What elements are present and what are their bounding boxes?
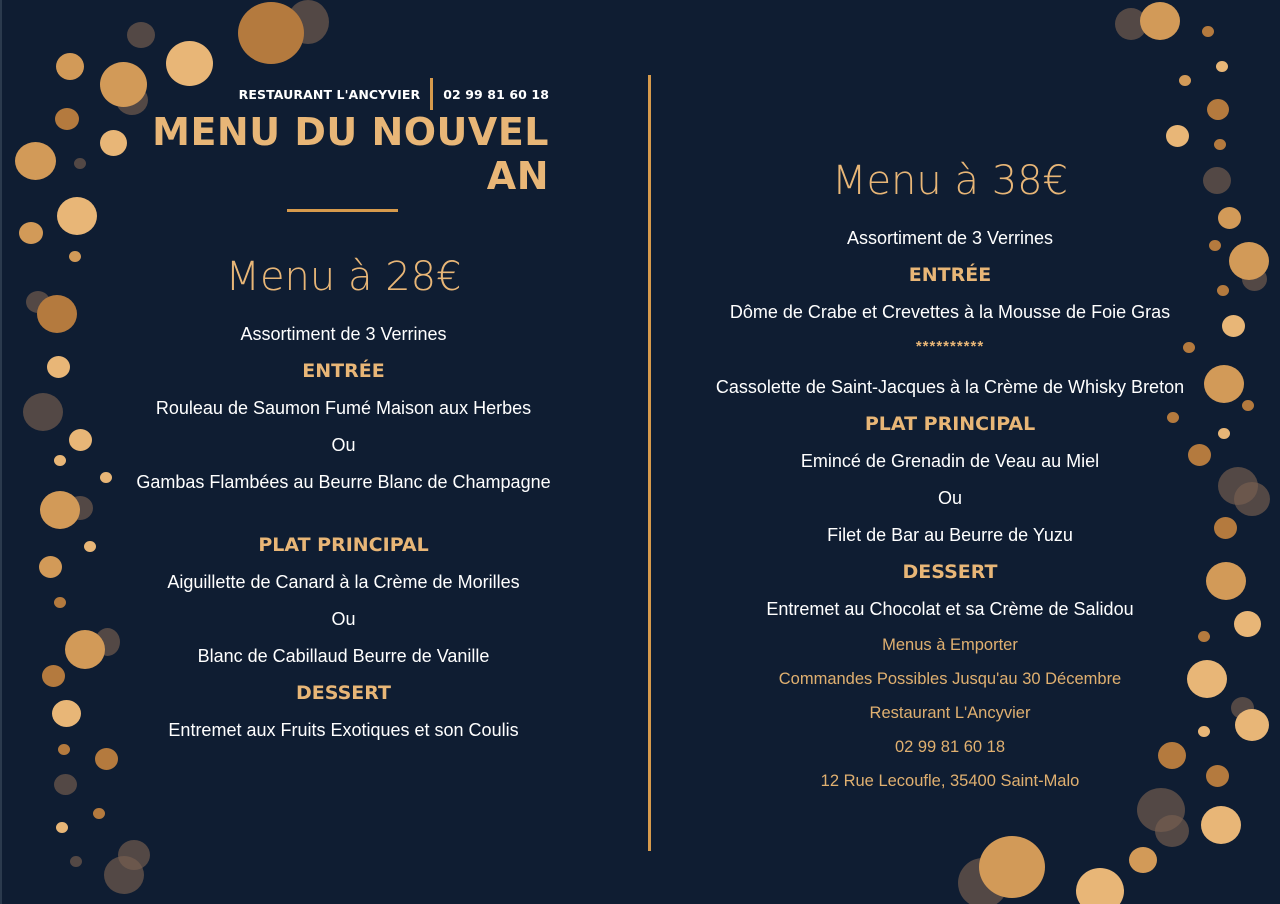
menu-28-dessert-heading: DESSERT [296, 682, 391, 704]
bubble-icon [118, 840, 150, 870]
bubble-icon [1218, 207, 1241, 229]
bubble-icon [1201, 806, 1241, 844]
bubble-icon [65, 630, 105, 669]
bubble-icon [287, 0, 329, 44]
bubble-icon [1214, 139, 1226, 150]
bubble-icon [93, 808, 105, 819]
menu-28-plat-or: Ou [331, 609, 356, 629]
bubble-icon [57, 197, 97, 235]
menu-28-entree-heading: ENTRÉE [302, 360, 385, 382]
bubble-icon [1235, 709, 1269, 741]
title-underline [287, 209, 398, 212]
bubble-icon [56, 53, 84, 80]
spacer [102, 507, 585, 533]
takeaway-note: Menus à Emporter [882, 636, 1018, 654]
bubble-icon [37, 295, 77, 333]
bubble-icon [54, 774, 77, 795]
bubble-icon [40, 491, 80, 529]
menu-38-entree-heading: ENTRÉE [908, 264, 992, 286]
footer-address: 12 Rue Lecoufle, 35400 Saint-Malo [820, 772, 1080, 790]
bubble-icon [1076, 868, 1124, 904]
bubble-icon [1229, 242, 1269, 280]
menu-28-price-title: Menu à 28€ [225, 254, 462, 300]
menu-38-verrines: Assortiment de 3 Verrines [846, 228, 1054, 248]
bubble-icon [69, 429, 92, 451]
menu-38-entree-course-1: Dôme de Crabe et Crevettes à la Mousse de Foie Gras [729, 302, 1171, 322]
bubble-icon [84, 541, 96, 552]
bubble-icon [1115, 8, 1147, 40]
bubble-icon [1242, 400, 1254, 411]
bubble-icon [1222, 315, 1245, 337]
menu-28-plat-option-1: Aiguillette de Canard à la Crème de Morilles [167, 572, 520, 592]
bubble-icon [1242, 267, 1267, 291]
bubble-icon [52, 700, 81, 727]
menu-28-column [102, 250, 585, 755]
bubble-icon [19, 222, 43, 244]
bubble-icon [26, 291, 50, 313]
menu-38-plat-heading: PLAT PRINCIPAL [864, 413, 1036, 435]
menu-28-plat-heading: PLAT PRINCIPAL [258, 534, 429, 556]
menu-38-entree-course-2: Cassolette de Saint-Jacques à la Crème de Whisky Breton [715, 377, 1185, 397]
bubble-icon [23, 393, 63, 431]
bubble-icon [1166, 125, 1189, 147]
bubble-icon [1218, 467, 1258, 505]
bubble-icon [69, 251, 81, 262]
bubble-icon [67, 496, 93, 520]
menu-38-plat-option-2: Filet de Bar au Beurre de Yuzu [827, 525, 1073, 545]
bubble-icon [1216, 61, 1228, 72]
menu-28-entree-or: Ou [331, 435, 356, 455]
bubble-icon [1129, 847, 1157, 873]
bubble-icon [1214, 517, 1237, 539]
bubble-icon [958, 858, 1008, 904]
menu-38-dessert: Entremet au Chocolat et sa Crème de Salidou [766, 599, 1134, 619]
bubble-icon [1202, 26, 1214, 37]
bubble-icon [1155, 815, 1189, 847]
menu-28-entree-option-2: Gambas Flambées au Beurre Blanc de Champagne [136, 472, 551, 492]
bubble-icon [979, 836, 1045, 898]
menu-38-column [700, 154, 1200, 804]
bubble-icon [100, 62, 147, 107]
footer-restaurant-name: Restaurant L'Ancyvier [869, 704, 1031, 722]
bubble-icon [58, 744, 70, 755]
bubble-icon [104, 856, 144, 894]
bubble-icon [1206, 765, 1229, 787]
bubble-icon [1231, 697, 1254, 719]
bubble-icon [15, 142, 56, 180]
bubble-icon [127, 22, 155, 48]
bubble-icon [1179, 75, 1191, 86]
bubble-icon [1234, 611, 1261, 637]
column-divider [648, 75, 651, 851]
bubble-icon [1203, 167, 1231, 194]
bubble-icon [1234, 482, 1270, 516]
bubble-icon [1217, 285, 1229, 296]
bubble-icon [1209, 240, 1221, 251]
menu-38-dessert-heading: DESSERT [902, 561, 998, 583]
menu-38-plat-or: Ou [937, 488, 962, 508]
restaurant-header [202, 78, 549, 110]
bubble-icon [39, 556, 62, 578]
bubble-icon [74, 158, 86, 169]
bubble-icon [54, 597, 66, 608]
bubble-icon [1218, 428, 1230, 439]
bubble-icon [42, 665, 65, 687]
bubble-icon [55, 108, 79, 130]
bubble-icon [56, 822, 68, 833]
menu-28-dessert: Entremet aux Fruits Exotiques et son Coulis [168, 720, 519, 740]
menu-28-verrines: Assortiment de 3 Verrines [240, 324, 447, 344]
page-title: MENU DU NOUVEL AN [152, 110, 549, 198]
restaurant-name: RESTAURANT L'ANCYVIER [238, 86, 421, 102]
menu-28-entree-option-1: Rouleau de Saumon Fumé Maison aux Herbes [155, 398, 532, 418]
footer-phone: 02 99 81 60 18 [894, 738, 1006, 756]
bubble-icon [47, 356, 70, 378]
bubble-icon [1207, 99, 1229, 120]
menu-38-plat-option-1: Emincé de Grenadin de Veau au Miel [800, 451, 1100, 471]
menu-38-separator: ********** [915, 338, 985, 355]
menu-38-price-title: Menu à 38€ [831, 158, 1069, 204]
restaurant-phone: 02 99 81 60 18 [443, 86, 549, 102]
bubble-icon [238, 2, 304, 64]
header-separator [430, 78, 433, 110]
bubble-icon [1206, 562, 1246, 600]
menu-28-plat-option-2: Blanc de Cabillaud Beurre de Vanille [197, 646, 490, 666]
order-deadline: Commandes Possibles Jusqu'au 30 Décembre [778, 670, 1122, 688]
bubble-icon [1140, 2, 1180, 40]
bubble-icon [1204, 365, 1244, 403]
bubble-icon [70, 856, 82, 867]
bubble-icon [54, 455, 66, 466]
